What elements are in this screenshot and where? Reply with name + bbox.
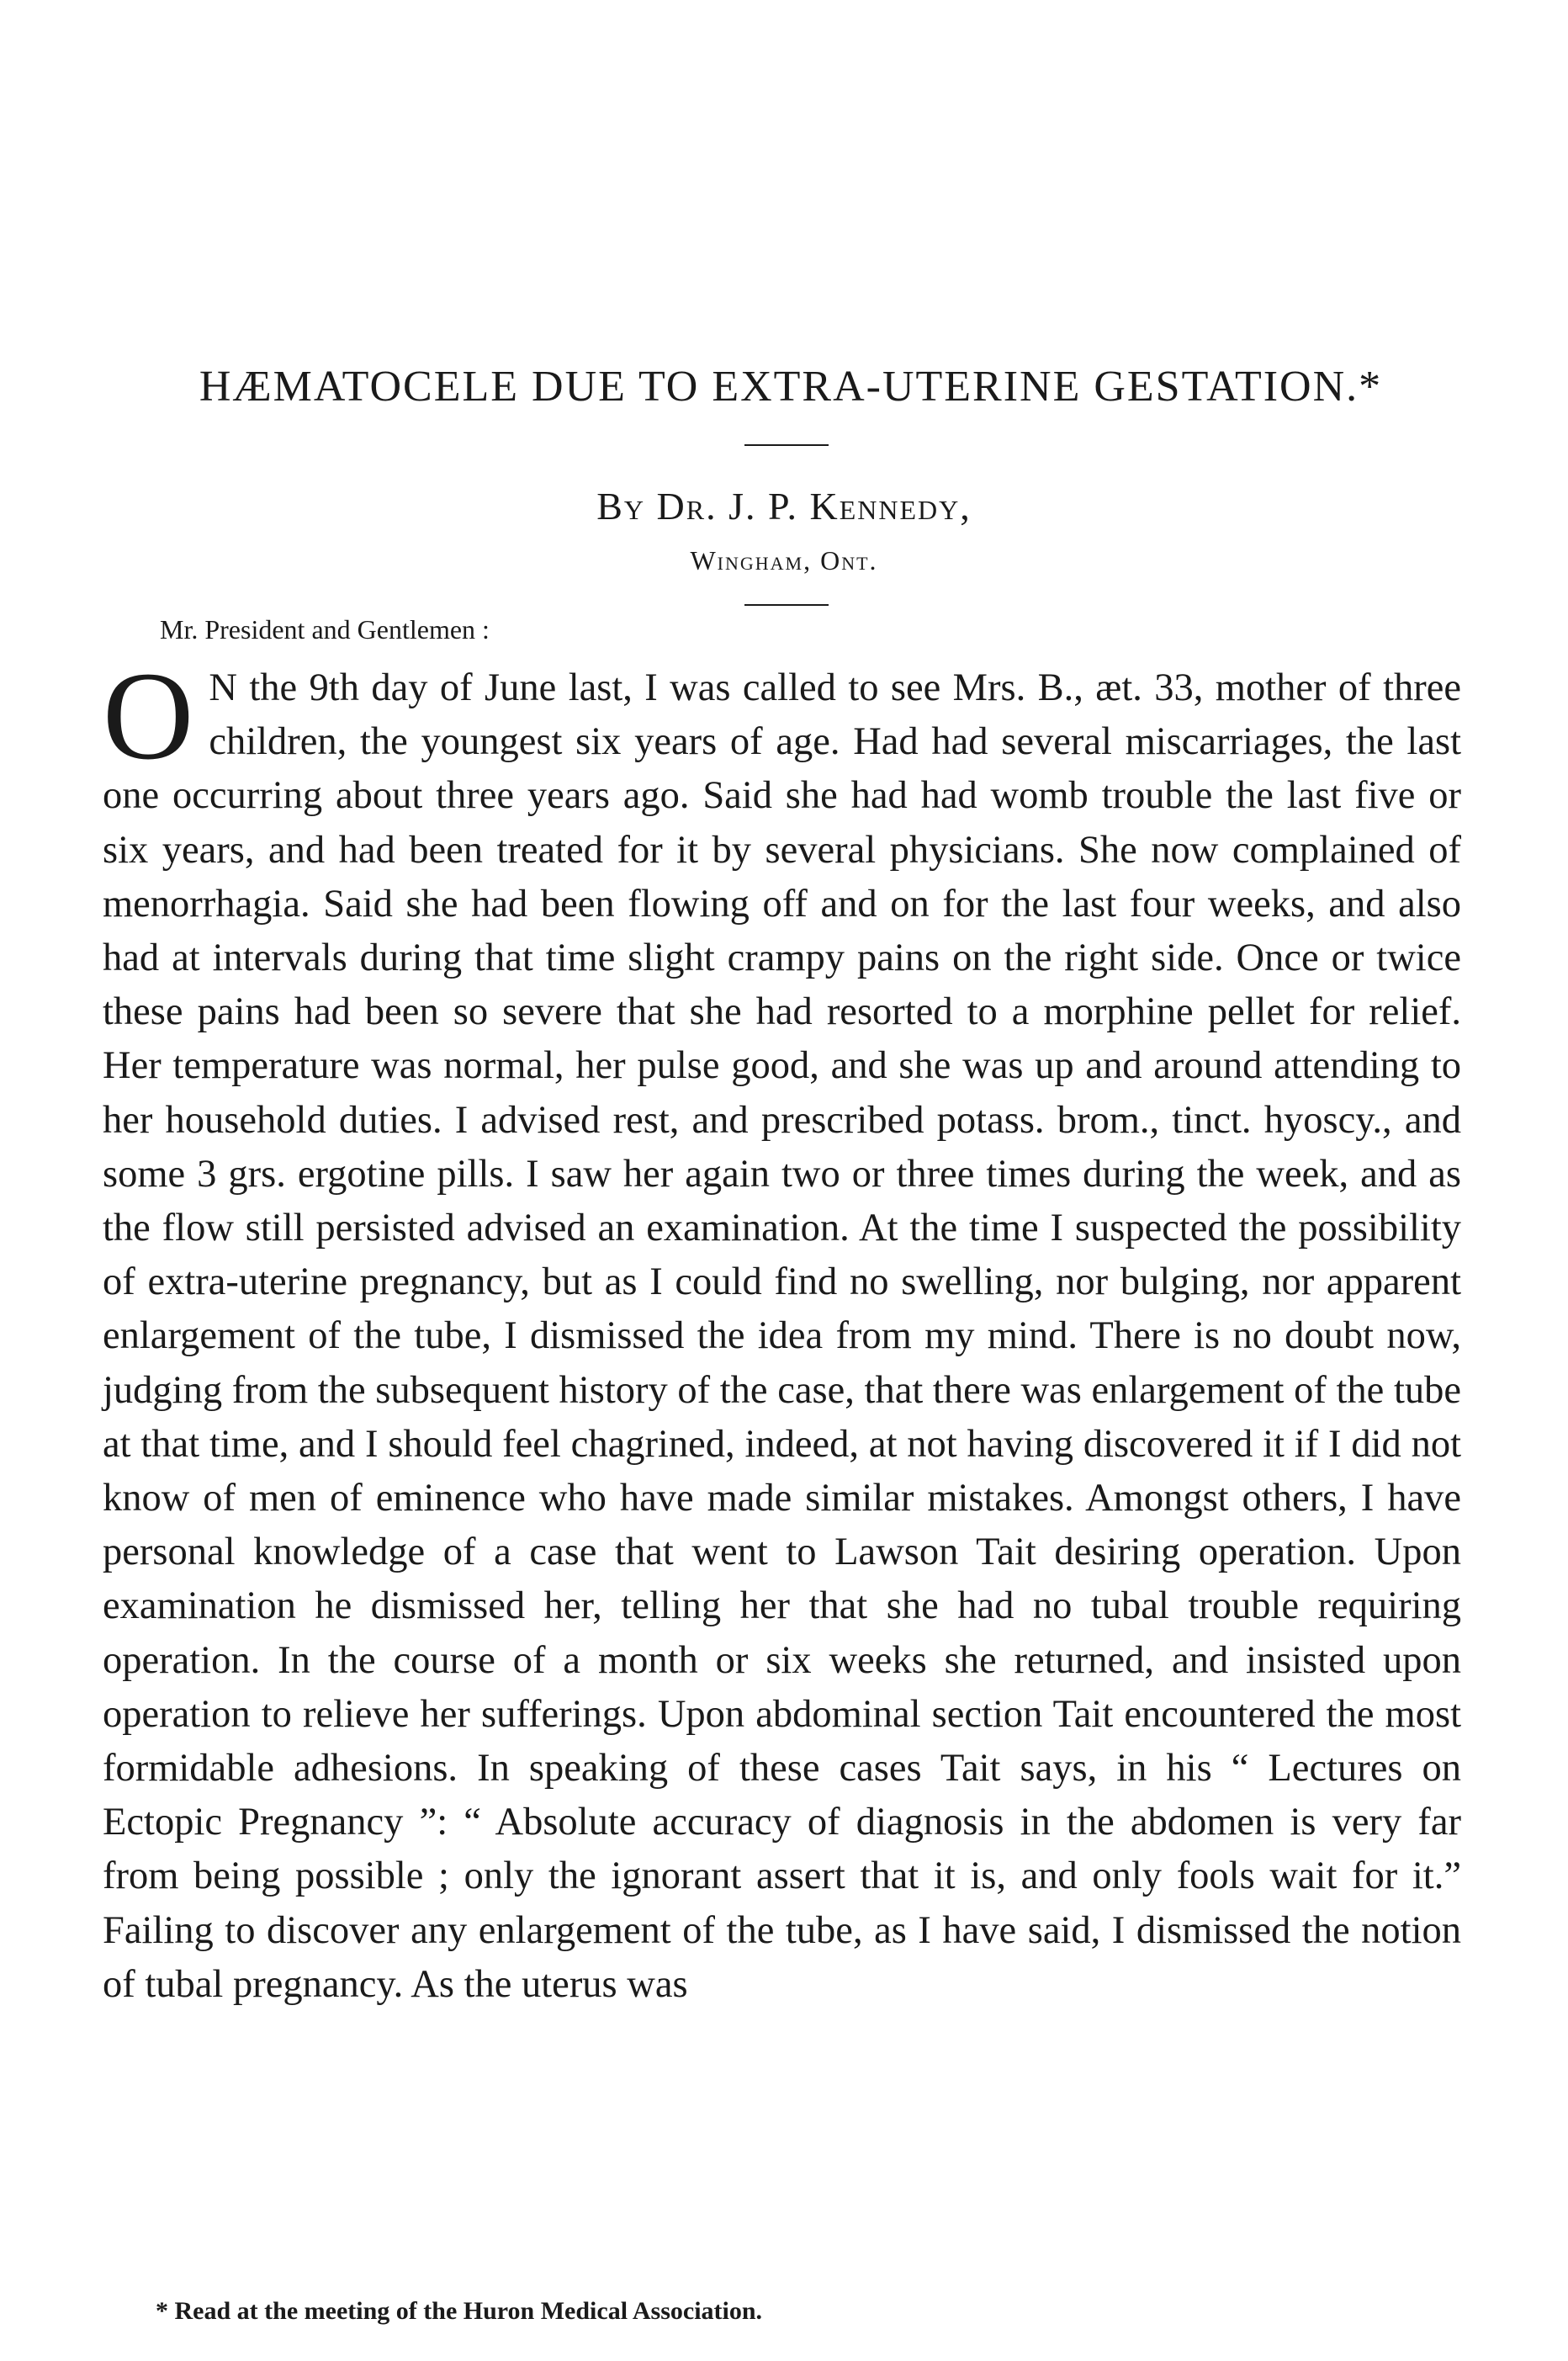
body-paragraph-text: N the 9th day of June last, I was called to see Mrs. B., æt. 33, mother of three children, the youngest six years of age. Had had several miscarriages, the last one occurring about three years ago. Said she had had womb trouble the last five or six years, and had been treated for it by several physicians. She now complained of menorrhagia. Said she had been flowing off and on for the last four weeks, and also had at intervals during that time slight crampy pains on the right side. Once or twice these pains had been so severe that she had resorted to a morphine pellet for relief. Her temperature was normal, her pulse good, and she was up and around attending to her household duties. I advised rest, and prescribed potass. brom., tinct. hyoscy., and some 3 grs. ergotine pills. I saw her again two or three times during the week, and as the flow still persisted advised an examination. At the time I suspected the possibility of extra-uterine pregnancy, but as I could find no swelling, nor bulging, nor apparent enlargement of the tube, I dismissed the idea from my mind. There is no doubt now, judging from the subsequent history of the case, that there was enlargement of the tube at that time, and I should feel chagrined, indeed, at not having discovered it if I did not know of men of eminence who have made similar mistakes. Amongst others, I have personal knowledge of a case that went to Lawson Tait desiring operation. Upon examination he dismissed her, telling her that she had no tubal trouble requiring operation. In the course of a month or six weeks she returned, and insisted upon operation to relieve her sufferings. Upon abdominal section Tait encountered the most formidable adhesions. In speaking of these cases Tait says, in his “ Lectures on Ectopic Pregnancy ”: “ Absolute accuracy of diagnosis in the abdomen is very far from being possible ; only the ignorant assert that it is, and only fools wait for it.” Failing to discover any enlargement of the tube, as I have said, I dismissed the notion of tubal pregnancy. As the uterus was: [103, 666, 1461, 2006]
salutation: Mr. President and Gentlemen :: [160, 614, 490, 645]
title-divider: [744, 444, 829, 446]
article-title: HÆMATOCELE DUE TO EXTRA-UTERINE GESTATION.*: [199, 363, 1383, 411]
author-byline: By Dr. J. P. Kennedy,: [596, 485, 972, 528]
author-location: Wingham, Ont.: [690, 545, 878, 576]
body-paragraph: [103, 646, 1461, 2012]
drop-cap: O: [103, 646, 194, 786]
byline-divider: [744, 604, 829, 606]
footnote: * Read at the meeting of the Huron Medical Association.: [156, 2297, 763, 2325]
